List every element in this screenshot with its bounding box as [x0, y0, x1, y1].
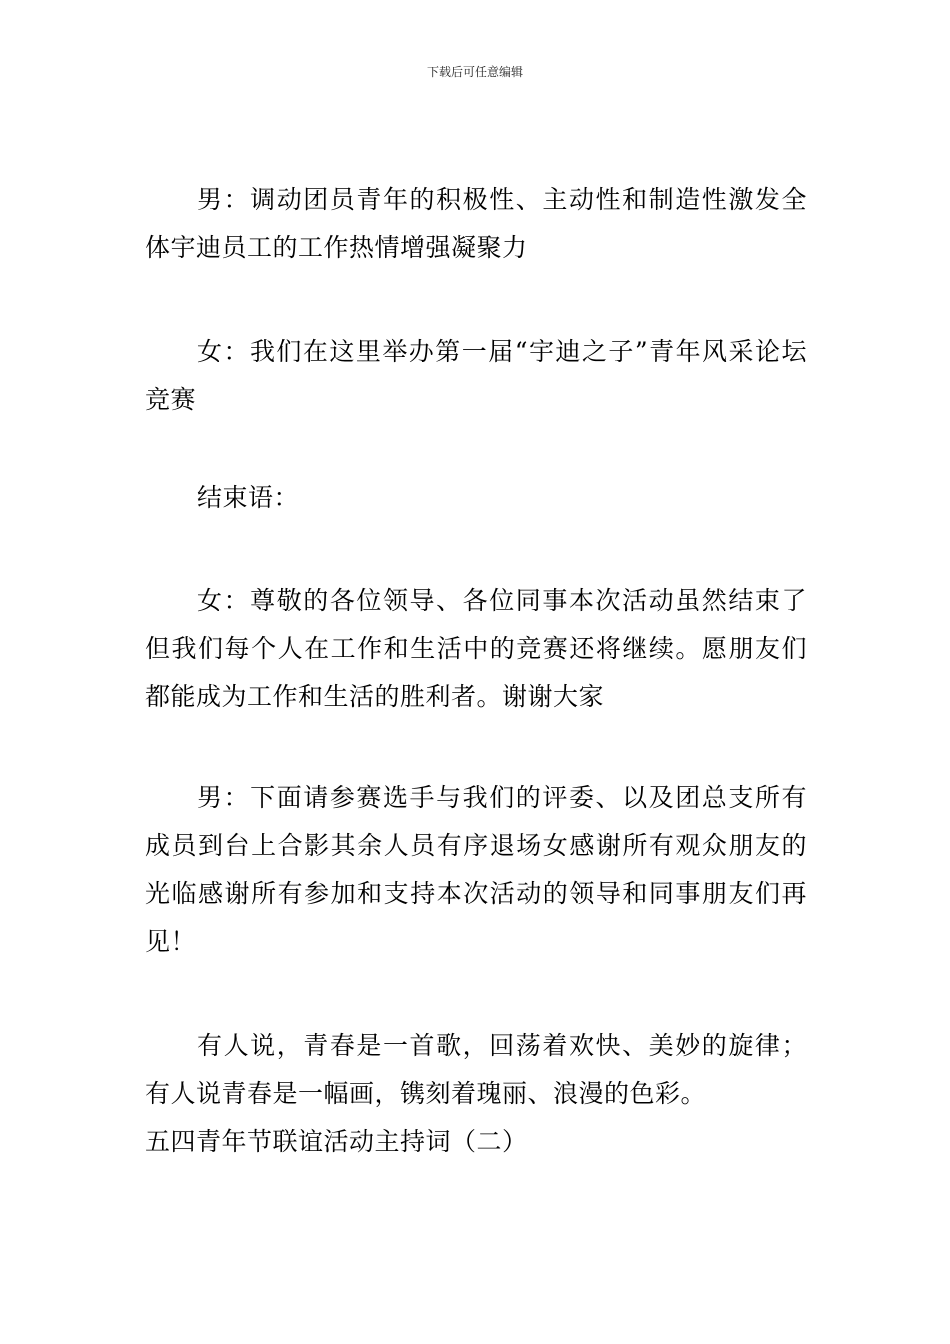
paragraph-6: 有人说，青春是一首歌，回荡着欢快、美妙的旋律；有人说青春是一幅画，镌刻着瑰丽、浪漫的色彩。	[145, 1031, 807, 1108]
paragraph-1: 男：调动团员青年的积极性、主动性和制造性激发全体宇迪员工的工作热情增强凝聚力	[145, 185, 807, 262]
paragraph-2-block	[145, 328, 807, 424]
paragraph-4: 女：尊敬的各位领导、各位同事本次活动虽然结束了但我们每个人在工作和生活中的竞赛还将继续。愿朋友们都能成为工作和生活的胜利者。谢谢大家	[145, 586, 807, 711]
paragraph-4-block	[145, 577, 807, 721]
paragraph-5-block	[145, 774, 807, 966]
page-header-note: 下载后可任意编辑	[426, 65, 523, 79]
section-title: 五四青年节联谊活动主持词（二）	[145, 1127, 528, 1156]
paragraph-2: 女：我们在这里举办第一届“宇迪之子”青年风采论坛竞赛	[145, 337, 807, 414]
closing-remarks-block	[145, 474, 807, 522]
paragraph-1-block	[145, 176, 807, 272]
paragraph-6-block	[145, 1022, 807, 1118]
section-title-block	[145, 1118, 807, 1166]
paragraph-5: 男：下面请参赛选手与我们的评委、以及团总支所有成员到台上合影其余人员有序退场女感谢所有观众朋友的光临感谢所有参加和支持本次活动的领导和同事朋友们再见！	[145, 783, 807, 956]
closing-remarks-heading: 结束语：	[197, 483, 300, 512]
